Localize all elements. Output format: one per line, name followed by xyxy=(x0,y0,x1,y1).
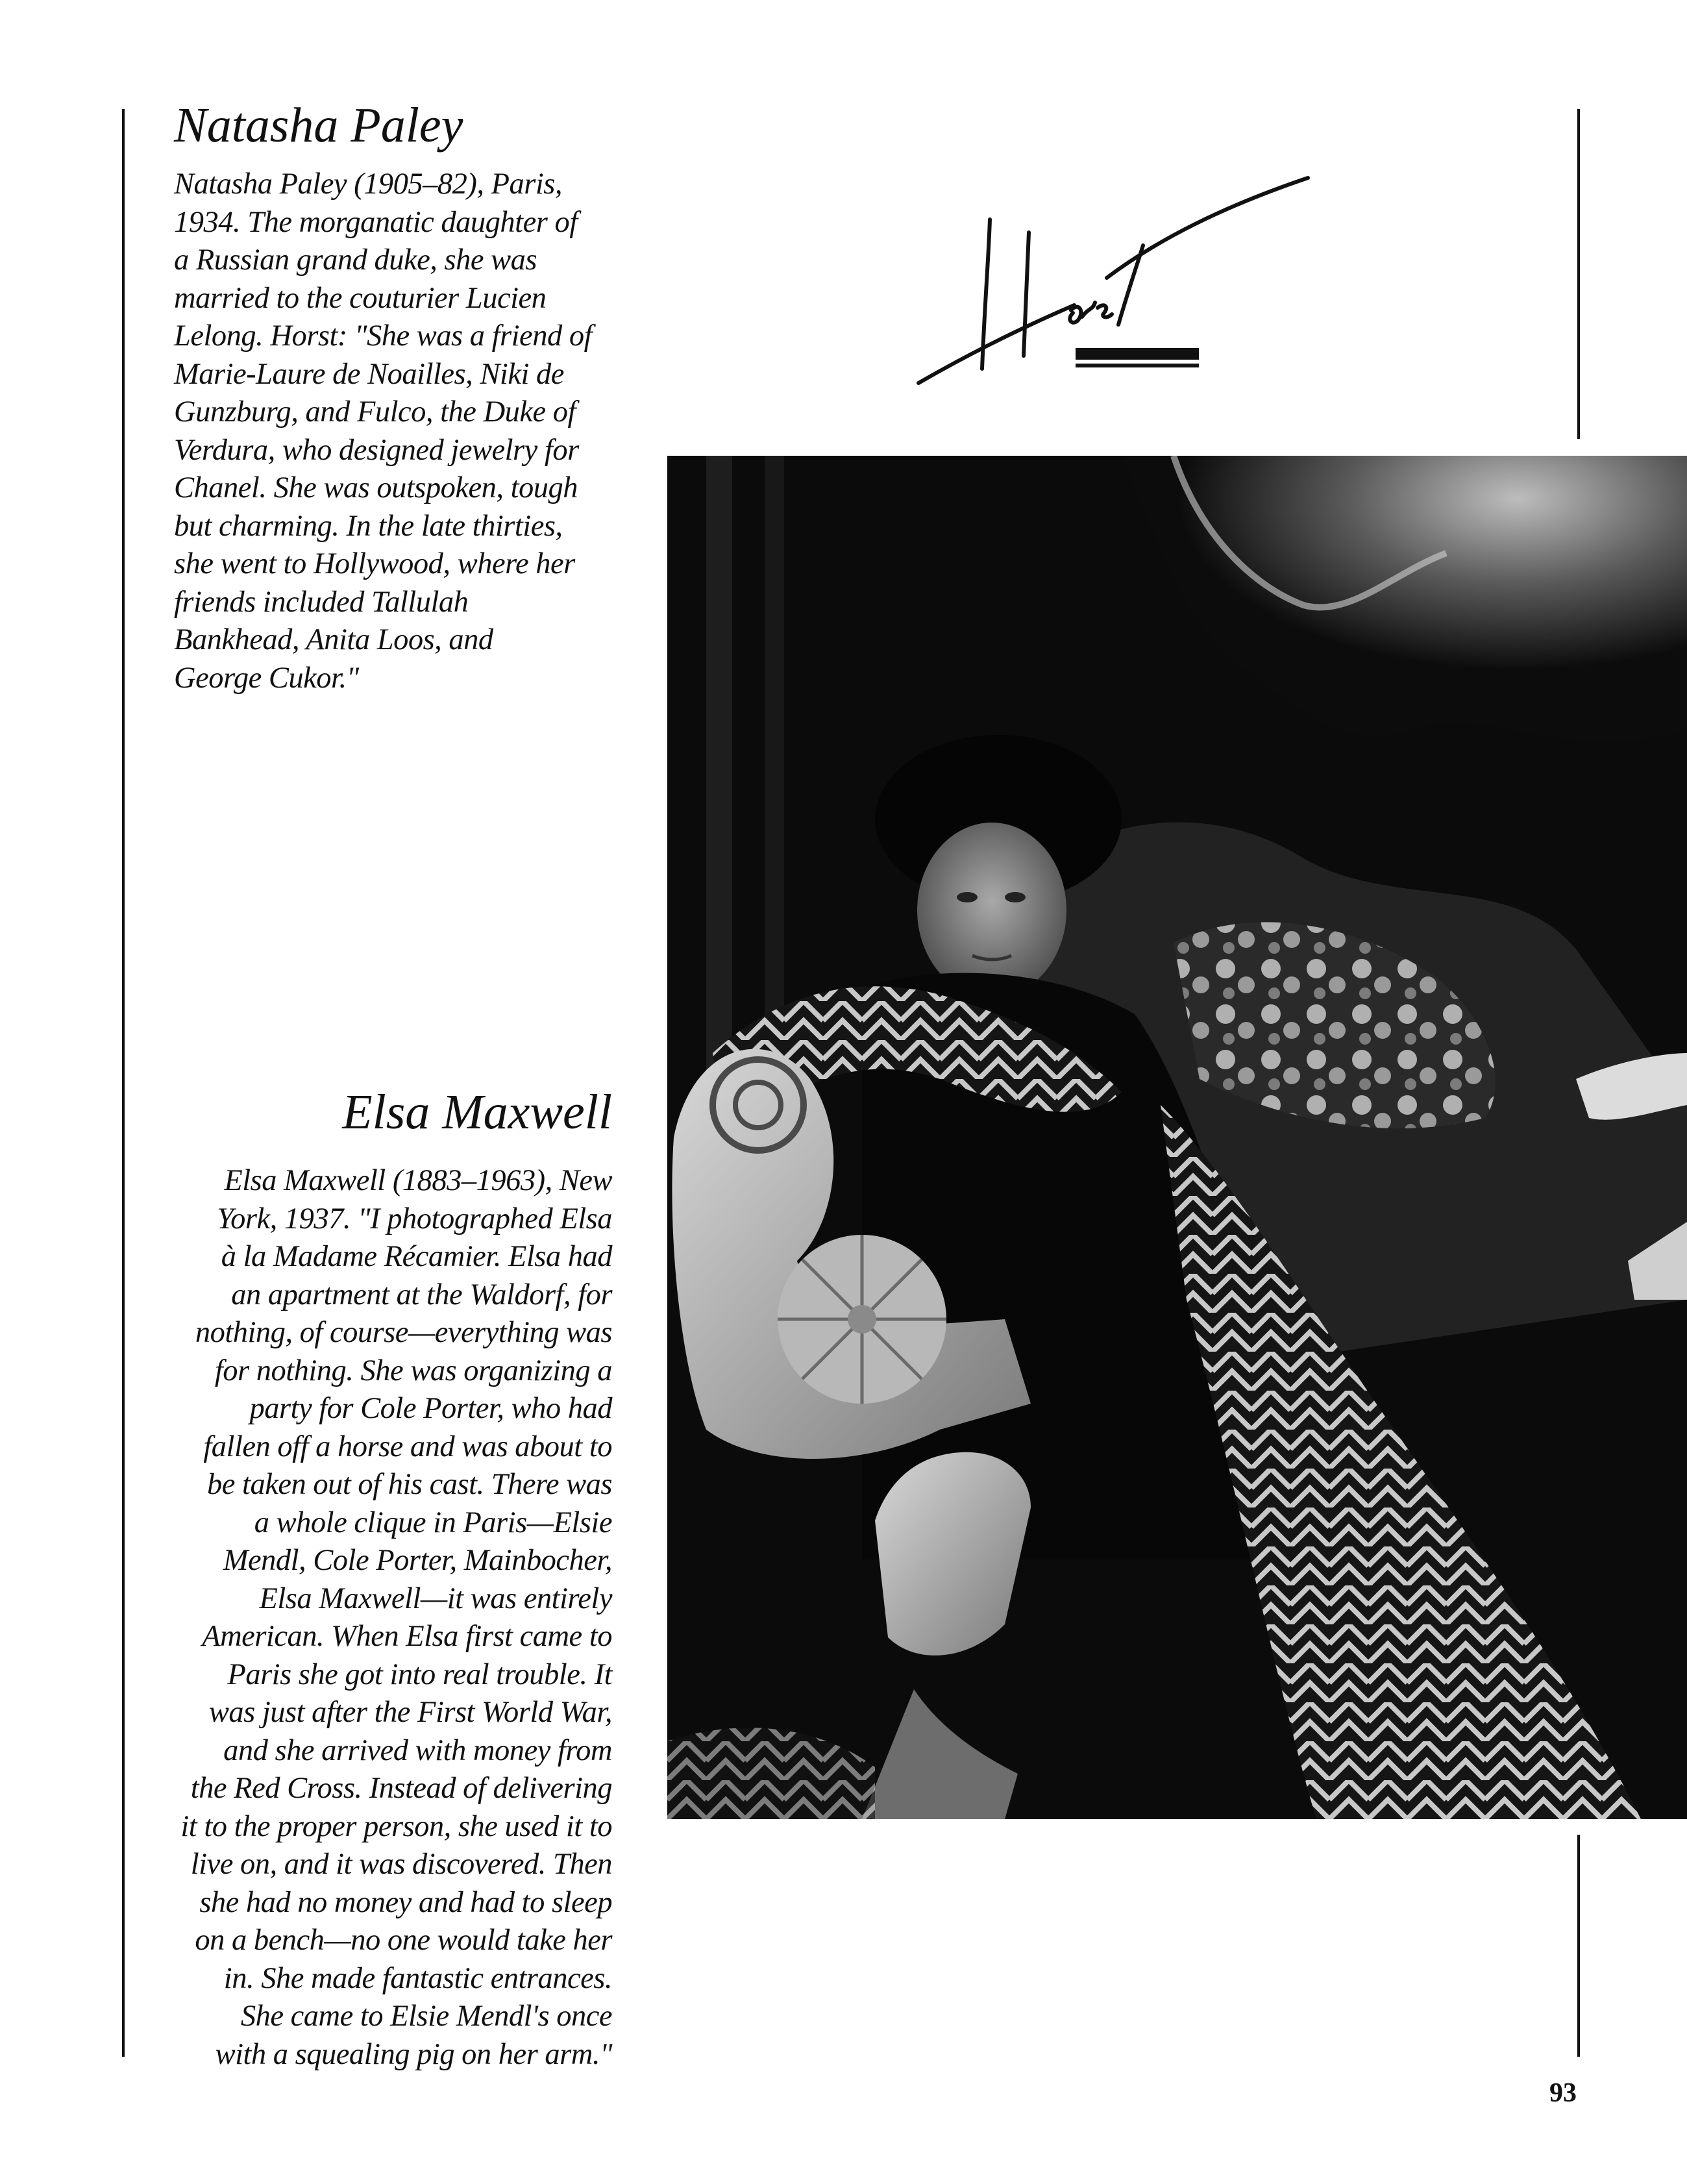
elsa-caption-line: Elsa Maxwell (1883–1963), New xyxy=(224,1164,612,1197)
elsa-caption-line: the Red Cross. Instead of delivering xyxy=(190,1772,612,1805)
elsa-maxwell-photograph xyxy=(667,456,1687,1819)
elsa-caption-line: Mendl, Cole Porter, Mainbocher, xyxy=(223,1544,612,1577)
elsa-caption-line: an apartment at the Waldorf, for xyxy=(231,1278,612,1311)
natasha-caption-line: Verdura, who designed jewelry for xyxy=(174,433,579,467)
right-rule-top xyxy=(1577,109,1580,439)
natasha-caption-line: George Cukor." xyxy=(174,661,359,695)
elsa-caption-line: with a squealing pig on her arm." xyxy=(215,2037,612,2071)
elsa-caption-line: she had no money and had to sleep xyxy=(199,1885,612,1919)
elsa-caption-line: Paris she got into real trouble. It xyxy=(227,1657,612,1691)
natasha-caption-line: 1934. The morganatic daughter of xyxy=(174,205,578,239)
elsa-caption-line: in. She made fantastic entrances. xyxy=(223,1961,612,1995)
natasha-caption-line: married to the couturier Lucien xyxy=(174,281,547,315)
elsa-caption-line: and she arrived with money from xyxy=(223,1733,612,1767)
elsa-caption-line: Elsa Maxwell—it was entirely xyxy=(259,1582,612,1615)
elsa-maxwell-heading: Elsa Maxwell xyxy=(342,1085,612,1139)
natasha-caption-line: Marie-Laure de Noailles, Niki de xyxy=(174,357,564,391)
natasha-caption-line: but charming. In the late thirties, xyxy=(174,509,563,543)
natasha-caption-line: she went to Hollywood, where her xyxy=(174,547,575,580)
natasha-caption-line: Bankhead, Anita Loos, and xyxy=(174,623,493,656)
elsa-caption-line: a whole clique in Paris—Elsie xyxy=(254,1506,612,1539)
natasha-paley-caption xyxy=(174,166,641,697)
elsa-caption-line: be taken out of his cast. There was xyxy=(207,1468,612,1501)
elsa-caption-line: party for Cole Porter, who had xyxy=(249,1392,612,1425)
natasha-caption-line: Chanel. She was outspoken, tough xyxy=(174,471,578,504)
natasha-caption-line: Gunzburg, and Fulco, the Duke of xyxy=(174,395,576,428)
elsa-caption-line: York, 1937. "I photographed Elsa xyxy=(217,1202,612,1235)
right-rule-bottom xyxy=(1577,1835,1580,2057)
elsa-caption-line: à la Madame Récamier. Elsa had xyxy=(221,1240,612,1273)
natasha-caption-line: a Russian grand duke, she was xyxy=(174,243,537,277)
left-column-rule xyxy=(122,109,125,2057)
natasha-paley-heading: Natasha Paley xyxy=(174,98,463,153)
elsa-caption-line: for nothing. She was organizing a xyxy=(214,1354,612,1387)
elsa-maxwell-caption xyxy=(143,1162,612,2074)
elsa-caption-line: on a bench—no one would take her xyxy=(195,1924,612,1957)
elsa-caption-line: live on, and it was discovered. Then xyxy=(190,1848,612,1881)
elsa-caption-line: it to the proper person, she used it to xyxy=(180,1809,612,1843)
natasha-caption-line: Lelong. Horst: "She was a friend of xyxy=(174,319,592,353)
natasha-caption-line: Natasha Paley (1905–82), Paris, xyxy=(174,168,562,201)
elsa-caption-line: nothing, of course—everything was xyxy=(195,1316,612,1349)
horst-signature xyxy=(912,155,1327,388)
elsa-caption-line: was just after the First World War, xyxy=(208,1696,612,1729)
elsa-caption-line: American. When Elsa first came to xyxy=(202,1620,612,1653)
page-number: 93 xyxy=(1549,2078,1577,2108)
elsa-caption-line: She came to Elsie Mendl's once xyxy=(240,2000,612,2033)
natasha-caption-line: friends included Tallulah xyxy=(174,585,469,619)
elsa-caption-line: fallen off a horse and was about to xyxy=(203,1430,612,1463)
